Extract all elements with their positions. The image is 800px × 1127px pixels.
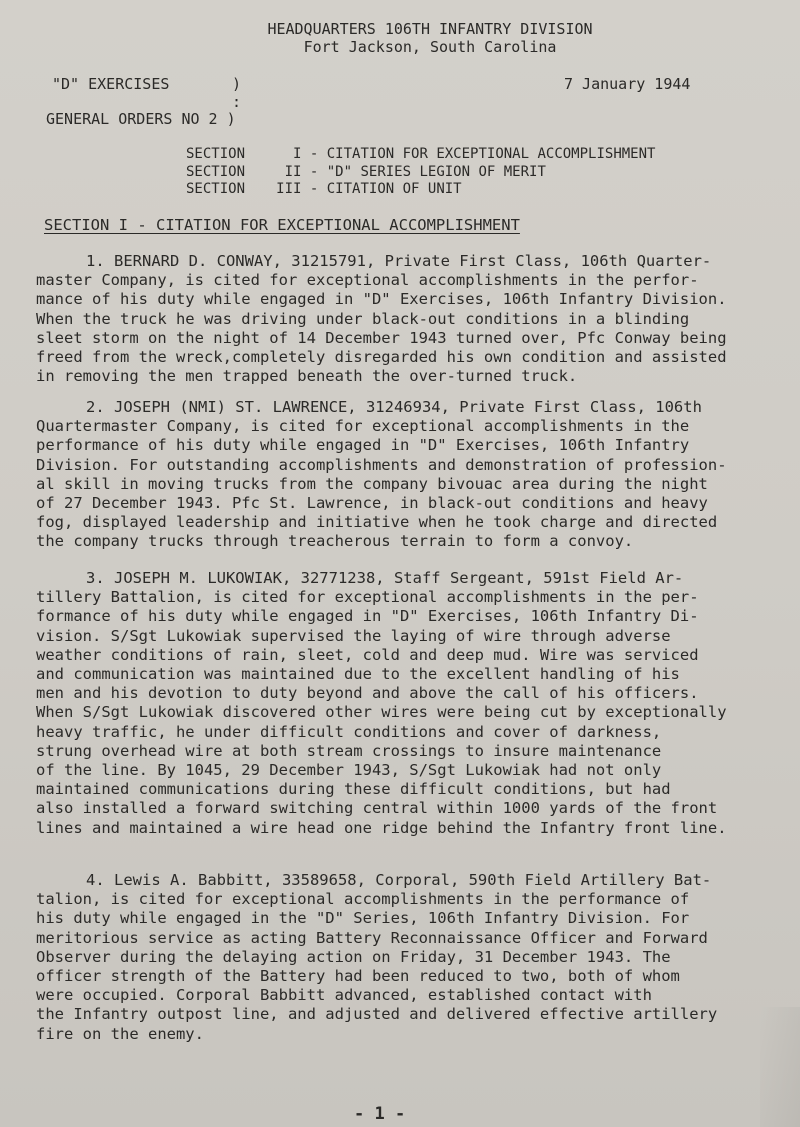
paragraph-line: Observer during the delaying action on Friday, 31 December 1943. The	[36, 947, 671, 966]
header-unit: HEADQUARTERS 106TH INFANTRY DIVISION	[267, 20, 593, 38]
paragraph-line: sleet storm on the night of 14 December 1943 turned over, Pfc Conway being	[36, 328, 727, 347]
paragraph-line: of the line. By 1045, 29 December 1943, S/Sgt Lukowiak had not only	[36, 761, 662, 779]
paragraph-line: Division. For outstanding accomplishments and demonstration of profession-	[36, 455, 727, 474]
paragraph-first-line: 3. JOSEPH M. LUKOWIAK, 32771238, Staff Sergeant, 591st Field Ar-	[86, 569, 684, 587]
section-number: II	[284, 164, 302, 180]
paragraph-line: When the truck he was driving under black-out conditions in a blinding	[36, 309, 690, 328]
order-date: 7 January 1944	[564, 75, 691, 93]
page-fold-shadow	[760, 1007, 800, 1127]
paragraph-first-line: 4. Lewis A. Babbitt, 33589658, Corporal, 590th Field Artillery Bat-	[86, 871, 712, 889]
paragraph-line: officer strength of the Battery had been reduced to two, both of whom	[36, 967, 680, 985]
section-title: - CITATION FOR EXCEPTIONAL ACCOMPLISHMENT	[309, 146, 656, 162]
bracket-top: )	[232, 75, 242, 93]
paragraph-line: performance of his duty while engaged in "D" Exercises, 106th Infantry	[36, 436, 690, 455]
page-number: - 1 -	[354, 1104, 406, 1124]
paragraph-line: freed from the wreck,completely disregarded his own condition and assisted	[36, 348, 727, 366]
paragraph-first-line: 1. BERNARD D. CONWAY, 31215791, Private First Class, 106th Quarter-	[86, 252, 712, 270]
paragraph-line: When S/Sgt Lukowiak discovered other wires were being cut by exceptionally	[36, 703, 727, 722]
paragraph-line: in removing the men trapped beneath the over-turned truck.	[36, 367, 578, 386]
paragraph-line: meritorious service as acting Battery Reconnaissance Officer and Forward	[36, 928, 708, 947]
section-number: I	[293, 146, 302, 162]
section-label: SECTION	[186, 181, 246, 197]
section-title: - "D" SERIES LEGION OF MERIT	[309, 164, 546, 180]
paragraph-line: weather conditions of rain, sleet, cold and deep mud. Wire was serviced	[36, 645, 699, 664]
paragraph-line: heavy traffic, he under difficult conditions and cover of darkness,	[36, 722, 662, 741]
section-number: III	[276, 181, 302, 197]
paragraph-line: formance of his duty while engaged in "D" Exercises, 106th Infantry Di-	[36, 607, 699, 626]
paragraph-line: vision. S/Sgt Lukowiak supervised the laying of wire through adverse	[36, 626, 671, 645]
paragraph-line: fog, displayed leadership and initiative when he took charge and directed	[36, 513, 718, 532]
section-index-item	[186, 145, 655, 164]
paragraph-line: were occupied. Corporal Babbitt advanced, established contact with	[36, 986, 652, 1005]
paragraph-line: tillery Battalion, is cited for exceptional accomplishments in the per-	[36, 588, 699, 607]
paragraph-line: Quartermaster Company, is cited for exceptional accomplishments in the	[36, 417, 690, 436]
bracket-colon: :	[232, 93, 242, 111]
paragraph-line: al skill in moving trucks from the company bivouac area during the night	[36, 474, 708, 493]
paragraph-first-line: 2. JOSEPH (NMI) ST. LAWRENCE, 31246934, Private First Class, 106th	[86, 398, 702, 416]
paragraph-line: and communication was maintained due to the excellent handling of his	[36, 665, 680, 683]
exercise-label: "D" EXERCISES	[52, 75, 170, 93]
paragraph-line: of 27 December 1943. Pfc St. Lawrence, in black-out conditions and heavy	[36, 494, 708, 512]
paragraph-line: mance of his duty while engaged in "D" Exercises, 106th Infantry Division.	[36, 290, 727, 309]
general-orders-number: GENERAL ORDERS NO 2 )	[46, 110, 236, 128]
header-location: Fort Jackson, South Carolina	[303, 38, 557, 56]
section-label: SECTION	[186, 146, 246, 162]
paragraph-line: strung overhead wire at both stream crossings to insure maintenance	[36, 741, 662, 760]
section-label: SECTION	[186, 164, 246, 180]
paragraph-line: his duty while engaged in the "D" Series, 106th Infantry Division. For	[36, 909, 690, 928]
paragraph-line: lines and maintained a wire head one ridge behind the Infantry front line.	[36, 818, 727, 837]
paragraph-line: fire on the enemy.	[36, 1024, 204, 1043]
section-title: - CITATION OF UNIT	[309, 181, 462, 197]
paragraph-line: maintained communications during these difficult conditions, but had	[36, 780, 671, 799]
section-heading: SECTION I - CITATION FOR EXCEPTIONAL ACCOMPLISHMENT	[44, 216, 520, 234]
paragraph-line: also installed a forward switching central within 1000 yards of the front	[36, 799, 718, 818]
paragraph-line: master Company, is cited for exceptional accomplishments in the perfor-	[36, 271, 699, 290]
section-index-item	[186, 180, 462, 199]
paragraph-line: men and his devotion to duty beyond and above the call of his officers.	[36, 684, 699, 703]
paragraph-line: the company trucks through treacherous terrain to form a convoy.	[36, 532, 634, 551]
paragraph-line: talion, is cited for exceptional accomplishments in the performance of	[36, 890, 690, 909]
paragraph-line: the Infantry outpost line, and adjusted and delivered effective artillery	[36, 1005, 718, 1024]
